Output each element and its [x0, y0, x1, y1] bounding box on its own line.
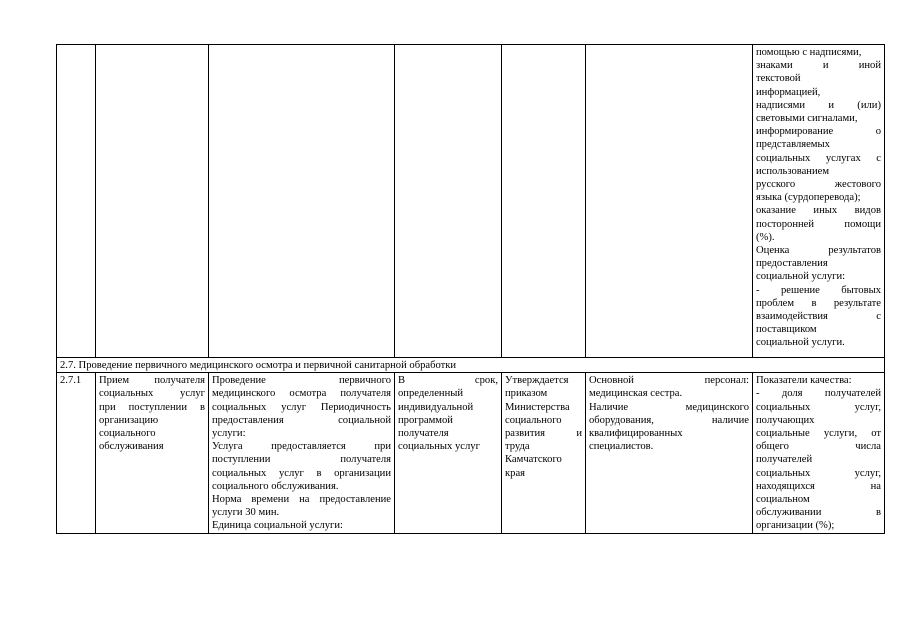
quality-line: - доля получателей	[756, 388, 881, 400]
staff-line: квалифицированных	[589, 428, 683, 440]
quality-line: Показатели качества:	[756, 375, 852, 387]
cell-term-empty	[395, 45, 502, 358]
quality-line: информацией,	[756, 86, 821, 98]
quality-line: текстовой	[756, 73, 801, 85]
description-line: услуги 30 мин.	[212, 507, 280, 519]
quality-line: представляемых	[756, 139, 830, 151]
service-description-cell	[209, 373, 395, 533]
quality-line: общего числа	[756, 441, 881, 453]
staff-line: Основной персонал:	[589, 375, 749, 387]
quality-line: социальном	[756, 494, 810, 506]
description-line: услуги:	[212, 428, 246, 440]
term-line: В срок,	[398, 375, 498, 387]
quality-line: световыми сигналами,	[756, 113, 858, 125]
description-line: Услуга предоставляется при	[212, 441, 391, 453]
service-line: организацию	[99, 414, 159, 426]
quality-line: предоставления	[756, 258, 828, 270]
cell-quality-continuation	[753, 45, 885, 358]
approval-line: Министерства	[505, 401, 570, 413]
quality-cell	[753, 373, 885, 533]
quality-line: социальной услуги.	[756, 337, 845, 349]
cell-staff-empty	[586, 45, 753, 358]
description-line: социальных услуг в организации	[212, 467, 391, 479]
description-line: Норма времени на предоставление	[212, 494, 391, 506]
quality-line: - решение бытовых	[756, 284, 881, 296]
quality-line: организации (%);	[756, 520, 835, 532]
quality-line: поставщиком	[756, 324, 817, 336]
description-line: социального обслуживания.	[212, 480, 339, 492]
service-line: при поступлении в	[99, 401, 205, 413]
description-line: медицинского осмотра получателя	[212, 388, 391, 400]
table-row-continuation	[57, 45, 885, 358]
service-line: обслуживания	[99, 441, 164, 453]
service-name-cell	[96, 373, 209, 533]
quality-line: посторонней помощи	[756, 218, 881, 230]
service-line: Прием получателя	[99, 375, 205, 387]
approval-line: социального	[505, 414, 562, 426]
quality-line: оказание иных видов	[756, 205, 881, 217]
quality-line: получающих	[756, 414, 815, 426]
quality-line: языка (сурдоперевода);	[756, 192, 861, 204]
quality-line: помощью с надписями,	[756, 47, 862, 58]
staff-line: специалистов.	[589, 441, 654, 453]
description-line: Единица социальной услуги:	[212, 520, 343, 532]
cell-number-empty	[57, 45, 96, 358]
cell-description-empty	[209, 45, 395, 358]
staff-line: медицинская сестра.	[589, 388, 683, 400]
approval-line: края	[505, 467, 526, 479]
quality-line: использованием	[756, 165, 830, 177]
approval-line: Камчатского	[505, 454, 562, 466]
description-line: поступлении получателя	[212, 454, 391, 466]
cell-approval-empty	[502, 45, 586, 358]
term-line: социальных услуг	[398, 441, 480, 453]
section-header-row	[57, 358, 885, 373]
quality-line: взаимодействия с	[756, 311, 881, 323]
quality-line: (%).	[756, 231, 775, 243]
quality-line: социальной услуги:	[756, 271, 846, 283]
table-row-2-7-1	[57, 373, 885, 533]
quality-line: надписями и (или)	[756, 99, 881, 111]
approval-cell	[502, 373, 586, 533]
service-line: социального	[99, 428, 156, 440]
quality-line: Оценка результатов	[756, 245, 881, 257]
quality-line: социальных услугах с	[756, 152, 881, 164]
approval-line: труда	[505, 441, 530, 453]
staff-line: Наличие медицинского	[589, 401, 749, 413]
quality-line: получателей	[756, 454, 813, 466]
quality-line: информирование о	[756, 126, 881, 138]
term-cell	[395, 373, 502, 533]
quality-line: социальных услуг,	[756, 467, 881, 479]
quality-line: социальных услуг,	[756, 401, 881, 413]
term-line: определенный	[398, 388, 464, 400]
approval-line: Утверждается	[505, 375, 569, 387]
quality-line: социальные услуги, от	[756, 428, 881, 440]
approval-line: приказом	[505, 388, 548, 400]
quality-line: обслуживании в	[756, 507, 881, 519]
description-line: Проведение первичного	[212, 375, 391, 387]
quality-line: знаками и иной	[756, 60, 881, 72]
standards-table	[56, 44, 885, 534]
quality-line: русского жестового	[756, 179, 881, 191]
description-line: предоставления социальной	[212, 414, 391, 426]
quality-line: находящихся на	[756, 480, 881, 492]
cell-service-empty	[96, 45, 209, 358]
description-line: социальных услуг Периодичность	[212, 401, 391, 413]
term-line: получателя	[398, 428, 449, 440]
quality-line: проблем в результате	[756, 297, 881, 309]
row-number: 2.7.1	[57, 373, 96, 533]
approval-line: развития и	[505, 428, 582, 440]
staff-cell	[586, 373, 753, 533]
section-title: 2.7. Проведение первичного медицинского осмотра и первичной санитарной обработки	[57, 358, 885, 373]
staff-line: оборудования, наличие	[589, 414, 749, 426]
term-line: индивидуальной	[398, 401, 474, 413]
term-line: программой	[398, 414, 453, 426]
service-line: социальных услуг	[99, 388, 205, 400]
